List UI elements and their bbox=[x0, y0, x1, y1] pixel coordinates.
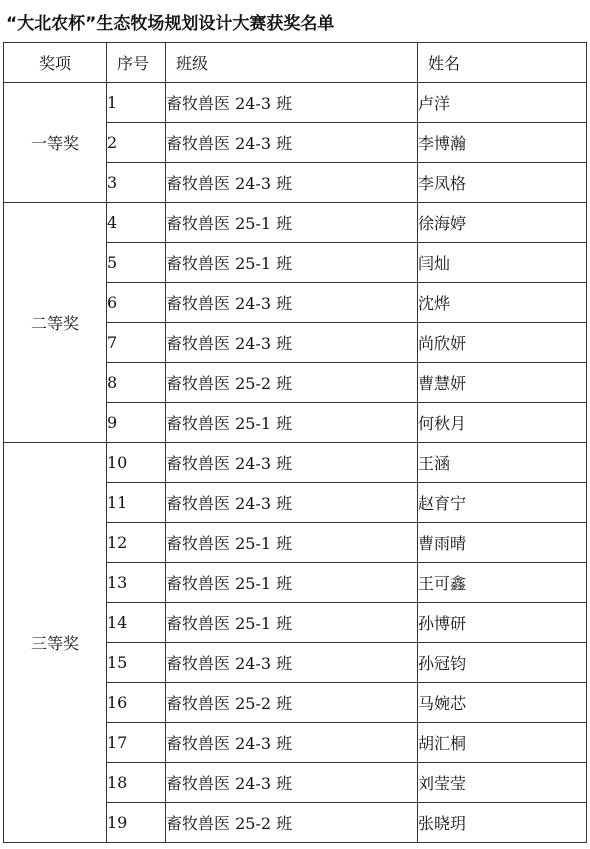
serial-number-cell: 10 bbox=[107, 443, 166, 483]
class-cell: 畜牧兽医 24-3 班 bbox=[166, 123, 418, 163]
serial-number-cell: 5 bbox=[107, 243, 166, 283]
document-title: “大北农杯”生态牧场规划设计大赛获奖名单 bbox=[6, 13, 335, 34]
class-cell: 畜牧兽医 25-1 班 bbox=[166, 603, 418, 643]
student-name-cell: 闫灿 bbox=[418, 243, 587, 283]
award-level-cell: 二等奖 bbox=[4, 203, 107, 443]
award-level-cell: 一等奖 bbox=[4, 83, 107, 203]
student-name-cell: 尚欣妍 bbox=[418, 323, 587, 363]
class-cell: 畜牧兽医 24-3 班 bbox=[166, 483, 418, 523]
serial-number-cell: 18 bbox=[107, 763, 166, 803]
class-cell: 畜牧兽医 25-1 班 bbox=[166, 243, 418, 283]
class-cell: 畜牧兽医 24-3 班 bbox=[166, 163, 418, 203]
class-cell: 畜牧兽医 25-2 班 bbox=[166, 803, 418, 843]
award-table bbox=[3, 42, 587, 843]
student-name-cell: 刘莹莹 bbox=[418, 763, 587, 803]
student-name-cell: 卢洋 bbox=[418, 83, 587, 123]
serial-number-cell: 12 bbox=[107, 523, 166, 563]
class-cell: 畜牧兽医 25-1 班 bbox=[166, 203, 418, 243]
serial-number-cell: 11 bbox=[107, 483, 166, 523]
student-name-cell: 曹雨晴 bbox=[418, 523, 587, 563]
class-cell: 畜牧兽医 24-3 班 bbox=[166, 283, 418, 323]
student-name-cell: 孙冠钧 bbox=[418, 643, 587, 683]
serial-number-cell: 14 bbox=[107, 603, 166, 643]
award-level-cell: 三等奖 bbox=[4, 443, 107, 843]
serial-number-cell: 8 bbox=[107, 363, 166, 403]
class-cell: 畜牧兽医 25-1 班 bbox=[166, 403, 418, 443]
table-row bbox=[4, 83, 587, 123]
class-cell: 畜牧兽医 24-3 班 bbox=[166, 443, 418, 483]
class-cell: 畜牧兽医 24-3 班 bbox=[166, 83, 418, 123]
header-award: 奖项 bbox=[4, 43, 107, 83]
serial-number-cell: 3 bbox=[107, 163, 166, 203]
serial-number-cell: 7 bbox=[107, 323, 166, 363]
student-name-cell: 曹慧妍 bbox=[418, 363, 587, 403]
header-row bbox=[4, 43, 587, 83]
serial-number-cell: 16 bbox=[107, 683, 166, 723]
class-cell: 畜牧兽医 24-3 班 bbox=[166, 723, 418, 763]
serial-number-cell: 19 bbox=[107, 803, 166, 843]
class-cell: 畜牧兽医 25-1 班 bbox=[166, 563, 418, 603]
class-cell: 畜牧兽医 25-1 班 bbox=[166, 523, 418, 563]
student-name-cell: 李凤格 bbox=[418, 163, 587, 203]
class-cell: 畜牧兽医 24-3 班 bbox=[166, 763, 418, 803]
student-name-cell: 徐海婷 bbox=[418, 203, 587, 243]
class-cell: 畜牧兽医 24-3 班 bbox=[166, 643, 418, 683]
table-body bbox=[4, 83, 587, 843]
serial-number-cell: 17 bbox=[107, 723, 166, 763]
serial-number-cell: 15 bbox=[107, 643, 166, 683]
class-cell: 畜牧兽医 25-2 班 bbox=[166, 683, 418, 723]
serial-number-cell: 4 bbox=[107, 203, 166, 243]
student-name-cell: 李博瀚 bbox=[418, 123, 587, 163]
class-cell: 畜牧兽医 25-2 班 bbox=[166, 363, 418, 403]
class-cell: 畜牧兽医 24-3 班 bbox=[166, 323, 418, 363]
header-class: 班级 bbox=[166, 43, 418, 83]
student-name-cell: 王涵 bbox=[418, 443, 587, 483]
student-name-cell: 何秋月 bbox=[418, 403, 587, 443]
student-name-cell: 赵育宁 bbox=[418, 483, 587, 523]
student-name-cell: 王可鑫 bbox=[418, 563, 587, 603]
serial-number-cell: 2 bbox=[107, 123, 166, 163]
serial-number-cell: 13 bbox=[107, 563, 166, 603]
student-name-cell: 沈烨 bbox=[418, 283, 587, 323]
serial-number-cell: 9 bbox=[107, 403, 166, 443]
student-name-cell: 胡汇桐 bbox=[418, 723, 587, 763]
table-row bbox=[4, 443, 587, 483]
student-name-cell: 马婉芯 bbox=[418, 683, 587, 723]
table-row bbox=[4, 203, 587, 243]
header-name: 姓名 bbox=[418, 43, 587, 83]
student-name-cell: 张晓玥 bbox=[418, 803, 587, 843]
student-name-cell: 孙博研 bbox=[418, 603, 587, 643]
serial-number-cell: 1 bbox=[107, 83, 166, 123]
header-number: 序号 bbox=[107, 43, 166, 83]
serial-number-cell: 6 bbox=[107, 283, 166, 323]
table-header bbox=[4, 43, 587, 83]
